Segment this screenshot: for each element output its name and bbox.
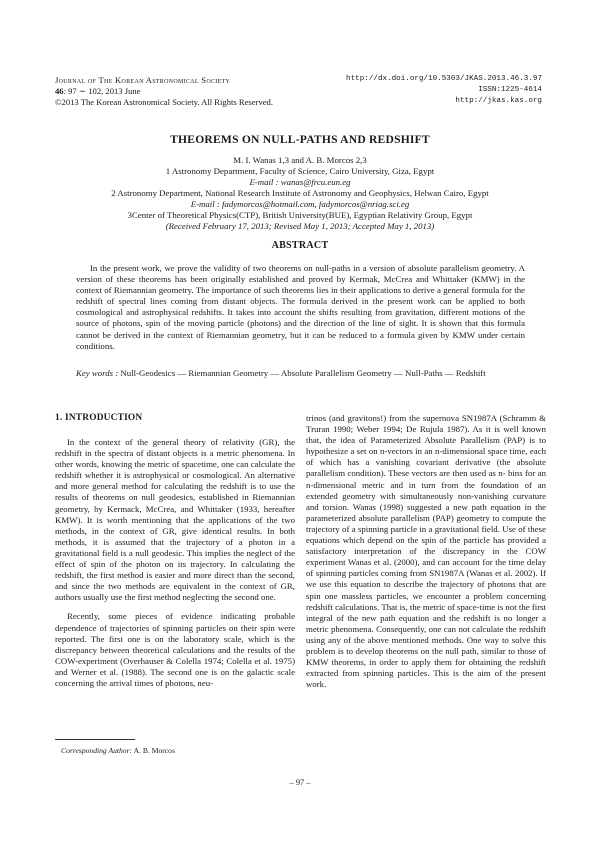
keywords-list: Null-Geodesics — Riemannian Geometry — Absolute Parallelism Geometry — Null-Paths — Redshift [120,368,486,378]
paper-title: THEOREMS ON NULL-PATHS AND REDSHIFT [170,133,430,146]
affiliation-2: 2 Astronomy Department, National Research Institute of Astronomy and Geophysics, Helwan Cairo, Egypt [111,188,489,198]
affiliation-3: 3Center of Theoretical Physics(CTP), British University(BUE), Egyptian Relativity Group, Egypt [127,210,473,220]
journal-name: Journal of The Korean Astronomical Society [55,75,231,85]
doi-link[interactable]: http://dx.doi.org/10.5303/JKAS.2013.46.3.97 [346,75,542,83]
email-1: E-mail : wanas@frcu.eun.eg [249,177,351,187]
footnote-label: Corresponding Author: [61,746,133,755]
keywords [76,368,525,379]
right-column [306,413,546,690]
copyright-line: ©2013 The Korean Astronomical Society. All Rights Reserved. [55,97,273,107]
abstract-heading: ABSTRACT [271,240,329,251]
volume-info [55,86,141,97]
affiliation-1: 1 Astronomy Department, Faculty of Science, Cairo University, Giza, Egypt [165,166,435,176]
footnote-rule [55,739,135,740]
issn: ISSN:1225-4614 [478,86,542,94]
left-column [55,437,295,689]
intro-paragraph-continued: trinos (and gravitons!) from the supernova SN1987A (Schramm & Truran 1990; Weber 1994; De Rujula 1987). As it is well known that, the idea of Parameterized Absolute Parallelism (PAP) is to hypothesize a set on n-vectors in an n-dimensional space time, each of which has a vanishing covariant derivative (the absolute parallelism condition). These vectors are then used as n- bins for an n-dimensional metric and in turn from the foundation of an extended geometry with simultaneously non-vanishing curvature and torsion. Wanas (1998) suggested a new path equation in the parameterized absolute parallelism (PAP) geometry to compute the trajectory of a spinning particle in a gravitational field. Use of these equations which depend on the spin of the particle has provided a satisfactory interpretation of the discrepancy in the COW experiment Wanas et al. (2000), and can account for the time delay of spinning particles coming from SN1987A (Wanas et al. 2002). If we use this equation to describe the trajectory of photons that are spin one massless particles, we encounter a problem concerning redshift calculations. That is, the metric of space-time is not the first integral of the new path equation and the redshift is no longer a metric phenomena. Consequently, one can not calculate the redshift using any of the above mentioned methods. One way to solve this problem is to develop theorems on the null path, similar to those of KMW theorems, in order to apply them for obtaining the redshift extracted from spinning particles. This is the aim of the present work. [306,413,546,690]
footnote-name: A. B. Morcos [133,746,175,755]
email-2: E-mail : fadymorcos@hotmail.com, fadymorcos@nriag.sci.eg [190,199,410,209]
section-heading-introduction: 1. INTRODUCTION [55,413,143,423]
intro-paragraph-1: In the context of the general theory of relativity (GR), the redshift in the spectra of distant objects is a metric phenomena. In other words, knowing the metric of spacetime, one can calculate the redshift whether it is astrophysical or cosmological. An alternative and more general method for calculating the redshift is to use the results of theorems on null geodesics, established in Riemannian geometry, by Kermack, McCrea, and Whittaker (1933, hereafter KMW). It is worth mentioning that the applications of the two methods, in the context of GR, give identical results. In both methods, it is assumed that the trajectory of a photon in a gravitational field is a null geodesic. This implies the neglect of the effect of spin of the photon on its trajectory. In calculating the redshift, the first method is easier and more direct than the second, and since the two methods are equivalent in the context of GR, authors usually use the first method neglecting the second one. [55,437,295,603]
keywords-label: Key words : [76,368,119,378]
intro-paragraph-2: Recently, some pieces of evidence indicating probable dependence of trajectories of spinning particles on their spin were reported. The first one is on the laboratory scale, which is the discrepancy between theoretical calculations and the results of the COW-experiment (Overhauser & Colella 1974; Colella et al. 1975) and Werner et al. (1988). The second one is on the galactic scale concerning the arrival times of photons, neu- [55,611,295,688]
corresponding-author-footnote [61,746,175,755]
journal-url[interactable]: http://jkas.kas.org [455,97,542,105]
received-dates: (Received February 17, 2013; Revised May 1, 2013; Accepted May 1, 2013) [165,221,435,231]
volume-pages: : 97 ∼ 102, 2013 June [63,86,141,96]
abstract-body [76,263,525,352]
page-number: – 97 – [289,778,311,787]
abstract-text: In the present work, we prove the validity of two theorems on null-paths in a version of absolute parallelism geometry. A version of these theorems has been originally established and proved by Kermak, McCrea and Whittaker (KMW) in the context of Riemannian geometry. The importance of such theorems lies in their applications to derive a general formula for the redshift of spectral lines coming from distant objects. The formula derived in the present work can be applied to both cosmological and astrophysical redshifts. It takes into account the shifts resulting from gravitation, different motions of the source of photons, spin of the moving particle (photons) and the direction of the line of sight. It is shown that this formula cannot be derived in the context of Riemannian geometry, but it can be reduced to a formula given by KMW under certain conditions. [76,263,525,351]
author-names: M. I. Wanas 1,3 and A. B. Morcos 2,3 [233,155,367,165]
volume-number: 46 [55,86,64,96]
